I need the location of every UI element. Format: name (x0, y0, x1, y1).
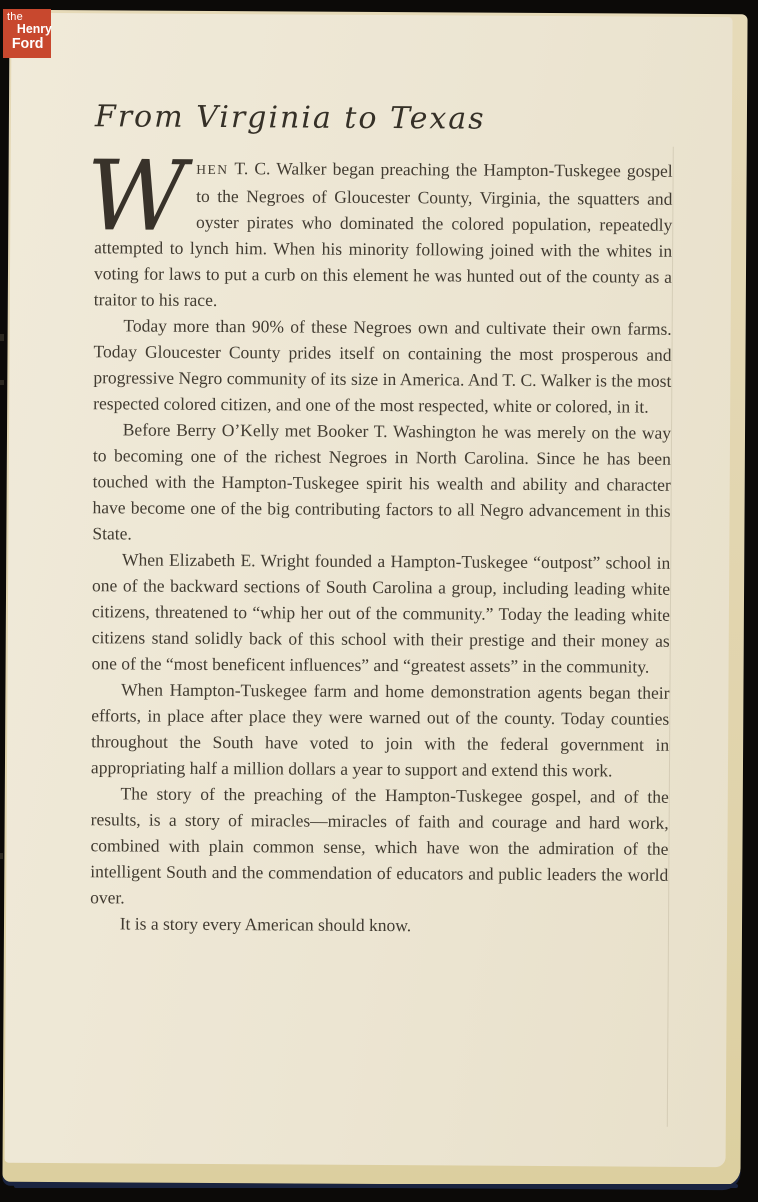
opening-smallcaps: HEN (196, 161, 229, 178)
paragraph: When Elizabeth E. Wright founded a Hampton-Tuskegee “outpost” school in one of the backward sections of South Carolina a group, including leading white citizens, threatened to “whip her out of the community.” Today the leading white citizens stand solidly back of this school with their prestige and their money as one of the “most beneficent influences” and “greatest assets” in the community. (91, 549, 671, 677)
henry-ford-logo (3, 9, 51, 58)
logo-text-the: the (7, 11, 23, 23)
scan-artifact (0, 334, 4, 341)
paragraph: Before Berry O’Kelly met Booker T. Washington he was merely on the way to becoming one of the richest Negroes in North Carolina. Since he has been touched with the Hampton-Tuskegee spirit his wealth and ability and character have become one of the big contributing factors to all Negro advancement in this State. (92, 419, 672, 544)
logo-text-ford: Ford (11, 35, 44, 52)
paragraph-opening (86, 139, 673, 316)
paragraph: When Hampton-Tuskegee farm and home demonstration agents began their efforts, in place after place they were warned out of the county. Today counties throughout the South have voted to join with the federal government in appropriating half a million dollars a year to support and extend this work. (90, 679, 670, 781)
paragraph: The story of the preaching of the Hampton-Tuskegee gospel, and of the results, is a story of miracles—miracles of faith and courage and hard work, combined with plain common sense, which have won the admiration of the intelligent South and the commendation of educators and public leaders the world over. (90, 783, 669, 908)
opening-text: T. C. Walker began preaching the Hampton-Tuskegee gospel to the Negroes of Gloucester County, Virginia, the squatters and oyster pirates who dominated the colored population, repeatedly attempted to lynch him. When his minority following joined with the whites in voting for laws to put a curb on this element he was hunted out of the county as a traitor to his race. (93, 158, 673, 311)
book-page (5, 13, 733, 1167)
scan-artifact (0, 853, 3, 859)
paragraph: It is a story every American should know. (119, 913, 412, 936)
paragraph: Today more than 90% of these Negroes own and cultivate their own farms. Today Gloucester County prides itself on containing the most prosperous and progressive Negro community of its size in America. And T. C. Walker is the most respected colored citizen, and one of the most respected, white or colored, in it. (93, 315, 672, 417)
page-title: From Virginia to Texas (94, 99, 486, 137)
scan-artifact (0, 380, 4, 385)
book-binding-line (14, 1184, 738, 1188)
logo-text-henry: Henry (16, 21, 52, 36)
page-body (86, 139, 673, 940)
dropcap-letter: W (86, 139, 187, 253)
